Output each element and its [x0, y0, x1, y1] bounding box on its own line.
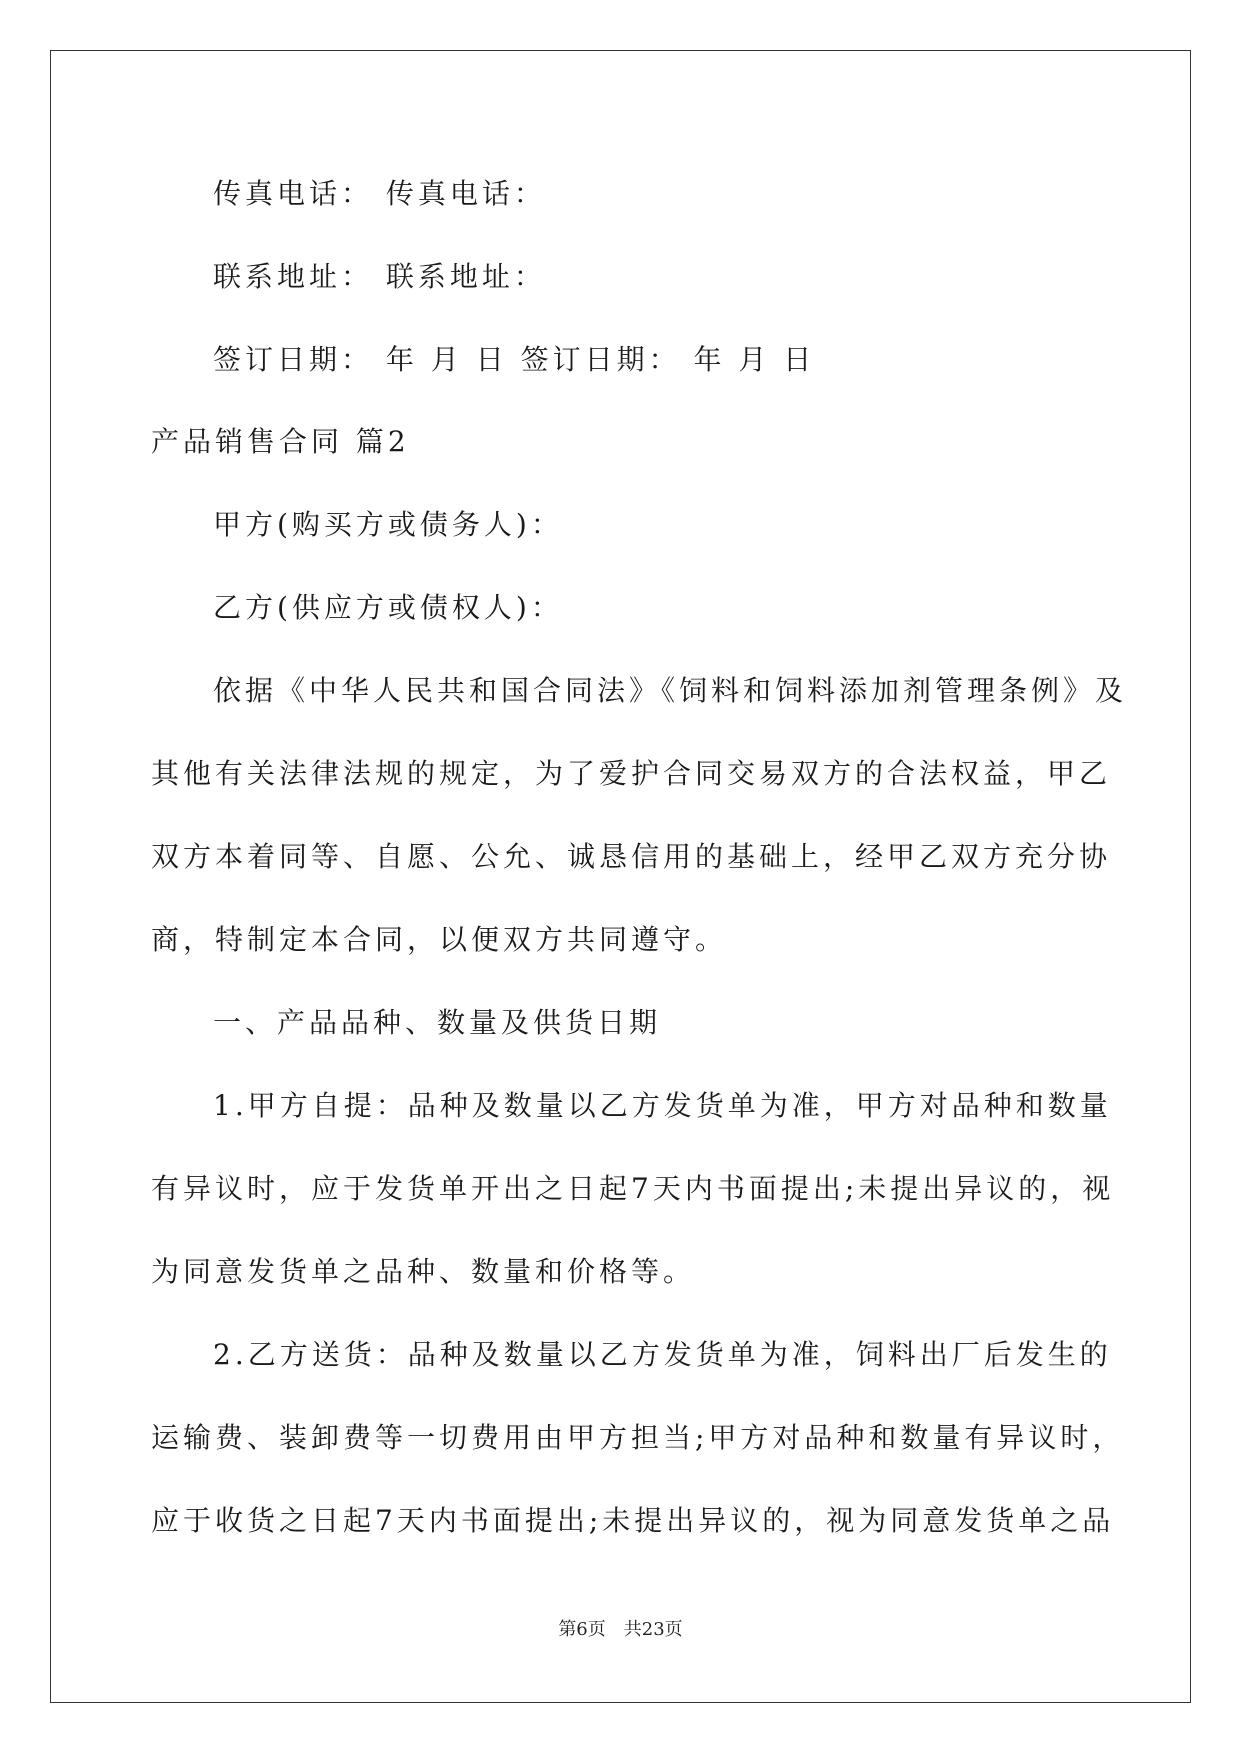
paragraph-line: 应于收货之日起7天内书面提出;未提出异议的，视为同意发货单之品 [151, 1504, 1115, 1537]
current-page-label: 第6页 [558, 1619, 606, 1640]
paragraph-line: 其他有关法律法规的规定，为了爱护合同交易双方的合法权益，甲乙 [151, 757, 1112, 790]
paragraph-line: 双方本着同等、自愿、公允、诚恳信用的基础上，经甲乙双方充分协 [151, 840, 1112, 873]
paragraph-line: 为同意发货单之品种、数量和价格等。 [151, 1255, 696, 1288]
paragraph-line: 2.乙方送货：品种及数量以乙方发货单为准，饲料出厂后发生的 [213, 1338, 1112, 1371]
paragraph-line: 商，特制定本合同，以便双方共同遵守。 [151, 923, 728, 956]
section-heading: 产品销售合同 篇2 [151, 425, 410, 458]
paragraph-line: 依据《中华人民共和国合同法》《饲料和饲料添加剂管理条例》及 [213, 674, 1128, 707]
clause-heading: 一、产品品种、数量及供货日期 [213, 1006, 662, 1039]
sign-date-line: 签订日期： 年 月 日 签订日期： 年 月 日 [213, 343, 816, 376]
party-a-line: 甲方(购买方或债务人)： [213, 508, 563, 541]
paragraph-line: 1.甲方自提：品种及数量以乙方发货单为准，甲方对品种和数量 [213, 1089, 1112, 1122]
paragraph-line: 运输费、装卸费等一切费用由甲方担当;甲方对品种和数量有异议时， [151, 1421, 1125, 1454]
total-pages-label: 共23页 [623, 1619, 683, 1640]
page-footer [0, 1618, 1241, 1642]
party-b-line: 乙方(供应方或债权人)： [213, 591, 563, 624]
fax-line: 传真电话： 传真电话： [213, 177, 546, 210]
address-line: 联系地址： 联系地址： [213, 260, 546, 293]
paragraph-line: 有异议时，应于发货单开出之日起7天内书面提出;未提出异议的，视 [151, 1172, 1115, 1205]
